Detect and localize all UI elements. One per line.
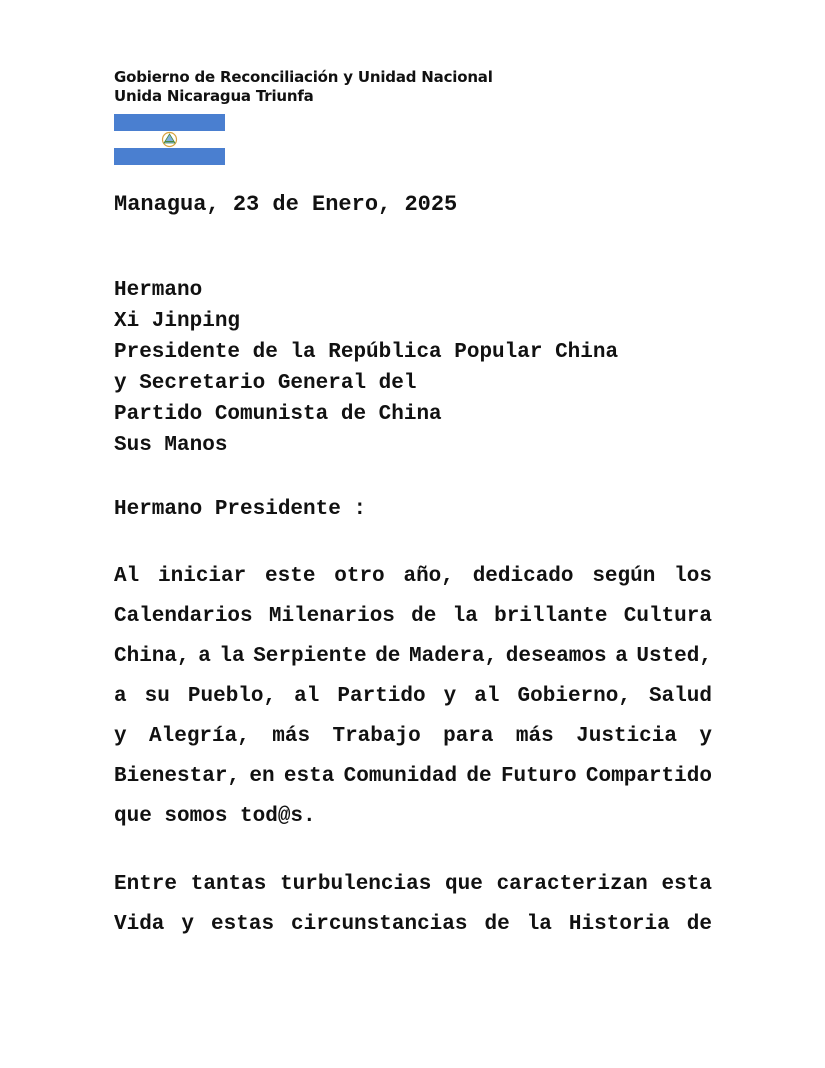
paragraph-line bbox=[114, 597, 712, 637]
paragraph-line bbox=[114, 757, 712, 797]
word: Salud bbox=[648, 685, 712, 708]
word: Alegría, bbox=[149, 725, 250, 748]
word: Al bbox=[114, 565, 140, 588]
word: Entre bbox=[114, 873, 178, 896]
addressee-line: Sus Manos bbox=[114, 434, 228, 457]
letterhead bbox=[114, 68, 493, 106]
word: dedicado bbox=[472, 565, 574, 588]
word: de bbox=[466, 765, 492, 788]
word: a bbox=[198, 645, 211, 668]
word: su bbox=[144, 685, 170, 708]
word: otro bbox=[334, 565, 385, 588]
addressee-block bbox=[114, 275, 618, 461]
nicaragua-flag-icon bbox=[114, 114, 225, 165]
letterhead-slogan: Unida Nicaragua Triunfa bbox=[114, 87, 314, 105]
word: la bbox=[526, 913, 552, 936]
salutation: Hermano Presidente : bbox=[114, 498, 367, 521]
addressee-line: Presidente de la República Popular China bbox=[114, 341, 619, 364]
paragraph-line bbox=[114, 677, 712, 717]
word: a bbox=[114, 685, 127, 708]
addressee-line: Hermano bbox=[114, 279, 203, 302]
paragraph-line bbox=[114, 557, 712, 597]
word: año, bbox=[403, 565, 454, 588]
word: Calendarios bbox=[114, 605, 253, 628]
word: más bbox=[515, 725, 554, 748]
word: de bbox=[375, 645, 401, 668]
word: tantas bbox=[190, 873, 267, 896]
letter-date: Managua, 23 de Enero, 2025 bbox=[114, 192, 458, 217]
word: Madera, bbox=[408, 645, 498, 668]
body-paragraph-2 bbox=[114, 865, 712, 945]
word: turbulencias bbox=[280, 873, 432, 896]
word: y bbox=[114, 725, 127, 748]
word: que bbox=[445, 873, 483, 896]
paragraph-line bbox=[114, 905, 712, 945]
paragraph-line bbox=[114, 865, 712, 905]
word: circunstancias bbox=[291, 913, 468, 936]
word: este bbox=[265, 565, 316, 588]
word: Comunidad bbox=[343, 765, 458, 788]
word: China, bbox=[114, 645, 190, 668]
addressee-line: y Secretario General del bbox=[114, 372, 417, 395]
word: Bienestar, bbox=[114, 765, 241, 788]
addressee-line: Partido Comunista de China bbox=[114, 403, 442, 426]
word: más bbox=[272, 725, 311, 748]
word: Pueblo, bbox=[187, 685, 277, 708]
word: al bbox=[474, 685, 500, 708]
word: a bbox=[615, 645, 628, 668]
word: según bbox=[592, 565, 656, 588]
word: Serpiente bbox=[253, 645, 367, 668]
paragraph-line bbox=[114, 637, 712, 677]
word: de bbox=[411, 605, 437, 628]
word: estas bbox=[211, 913, 275, 936]
word: Milenarios bbox=[268, 605, 395, 628]
paragraph-line bbox=[114, 717, 712, 757]
word: y bbox=[699, 725, 712, 748]
word: esta bbox=[283, 765, 335, 788]
word: esta bbox=[661, 873, 712, 896]
word: los bbox=[674, 565, 712, 588]
coat-of-arms-icon bbox=[163, 133, 177, 147]
word: en bbox=[249, 765, 275, 788]
word: Historia bbox=[568, 913, 670, 936]
word: Cultura bbox=[623, 605, 712, 628]
word: Vida bbox=[114, 913, 165, 936]
word: Trabajo bbox=[332, 725, 421, 748]
word: Usted, bbox=[636, 645, 712, 668]
word: Justicia bbox=[576, 725, 677, 748]
paragraph-line: que somos tod@s. bbox=[114, 805, 316, 828]
word: al bbox=[294, 685, 320, 708]
word: para bbox=[443, 725, 494, 748]
word: deseamos bbox=[505, 645, 607, 668]
word: y bbox=[443, 685, 457, 708]
word: la bbox=[219, 645, 245, 668]
word: la bbox=[452, 605, 478, 628]
word: y bbox=[181, 913, 195, 936]
word: Partido bbox=[337, 685, 426, 708]
word: Compartido bbox=[585, 765, 712, 788]
word: Futuro bbox=[500, 765, 577, 788]
letterhead-government-name: Gobierno de Reconciliación y Unidad Nacional bbox=[114, 68, 493, 86]
word: brillante bbox=[494, 605, 608, 628]
word: de bbox=[686, 913, 712, 936]
word: Gobierno, bbox=[517, 685, 631, 708]
word: caracterizan bbox=[496, 873, 648, 896]
word: iniciar bbox=[158, 565, 247, 588]
word: de bbox=[484, 913, 510, 936]
body-paragraph-1 bbox=[114, 557, 712, 837]
addressee-line: Xi Jinping bbox=[114, 310, 241, 333]
